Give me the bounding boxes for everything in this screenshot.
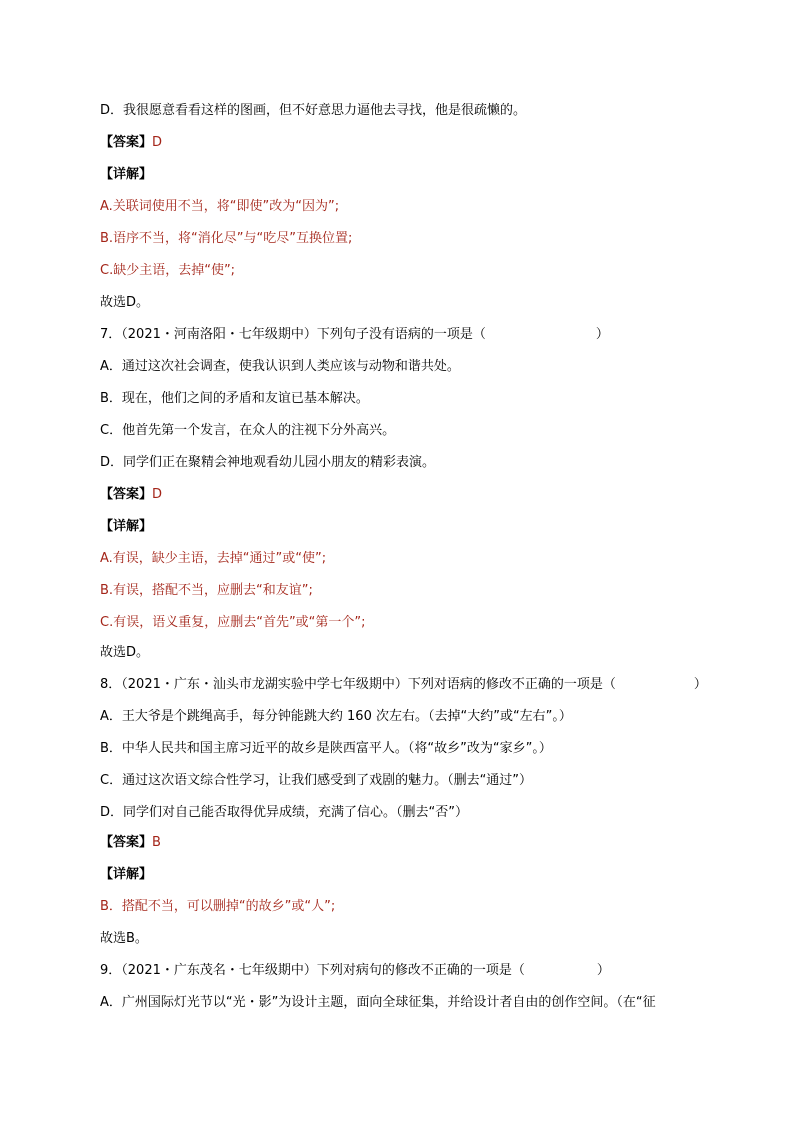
q9-option-a: A．广州国际灯光节以“光・影”为设计主题，面向全球征集，并给设计者自由的创作空间。（在“征 (100, 995, 656, 1010)
question-stem-close: ） (595, 327, 609, 342)
q7-stem-line (100, 326, 609, 344)
answer-value: D (152, 135, 163, 150)
q7-detail-a: A.有误，缺少主语，去掉“通过”或“使”; (100, 551, 327, 566)
q7-detail-c: C.有误，语义重复，应删去“首先”或“第一个”; (100, 615, 366, 630)
q7-option-b: B．现在，他们之间的矛盾和友谊已基本解决。 (100, 391, 369, 406)
q8-conclusion: 故选B。 (100, 931, 148, 946)
answer-tag: 【答案】 (100, 487, 153, 502)
q6-answer-line (100, 134, 162, 152)
q7-conclusion: 故选D。 (100, 645, 150, 660)
answer-tag: 【答案】 (100, 835, 153, 850)
q6-detail-b: B.语序不当，将“消化尽”与“吃尽”互换位置; (100, 231, 353, 246)
q7-option-d: D．同学们正在聚精会神地观看幼儿园小朋友的精彩表演。 (100, 455, 436, 470)
question-source: （2021・广东茂名・七年级期中） (121, 963, 317, 978)
answer-value: D (152, 487, 163, 502)
q8-answer-line (100, 834, 161, 852)
q8-stem-line (100, 676, 707, 694)
detail-tag: 【详解】 (100, 867, 153, 882)
q8-detail-tag (100, 866, 152, 884)
q7-detail-tag (100, 518, 152, 536)
q6-option-d: D．我很愿意看看这样的图画，但不好意思力逼他去寻找，他是很疏懒的。 (100, 103, 527, 118)
answer-tag: 【答案】 (100, 135, 153, 150)
question-source: （2021・广东・汕头市龙湖实验中学七年级期中） (121, 677, 408, 692)
q6-conclusion: 故选D。 (100, 295, 150, 310)
q6-detail-a: A.关联词使用不当，将“即使”改为“因为”; (100, 199, 340, 214)
q7-detail-b: B.有误，搭配不当，应删去“和友谊”; (100, 583, 313, 598)
question-number: 8． (100, 677, 122, 692)
question-source: （2021・河南洛阳・七年级期中） (121, 327, 317, 342)
q7-option-c: C．他首先第一个发言，在众人的注视下分外高兴。 (100, 423, 396, 438)
q8-option-a: A．王大爷是个跳绳高手，每分钟能跳大约 160 次左右。（去掉“大约”或“左右”。） (100, 709, 572, 724)
question-stem-close: ） (596, 963, 610, 978)
q7-answer-line (100, 486, 162, 504)
detail-tag: 【详解】 (100, 167, 153, 182)
q8-option-c: C．通过这次语文综合性学习，让我们感受到了戏剧的魅力。（删去“通过”） (100, 773, 533, 788)
question-stem: 下列对语病的修改不正确的一项是（ (407, 677, 616, 692)
answer-value: B (152, 835, 161, 850)
q8-detail-b: B．搭配不当，可以删掉“的故乡”或“人”; (100, 899, 336, 914)
q6-detail-c: C.缺少主语，去掉“使”; (100, 263, 236, 278)
q6-detail-tag (100, 166, 152, 184)
q7-option-a: A．通过这次社会调查，使我认识到人类应该与动物和谐共处。 (100, 359, 460, 374)
question-number: 9． (100, 963, 122, 978)
question-stem-close: ） (693, 677, 707, 692)
detail-tag: 【详解】 (100, 519, 153, 534)
question-stem: 下列对病句的修改不正确的一项是（ (316, 963, 525, 978)
question-stem: 下列句子没有语病的一项是（ (316, 327, 486, 342)
question-number: 7． (100, 327, 122, 342)
q8-option-b: B．中华人民共和国主席习近平的故乡是陕西富平人。（将“故乡”改为“家乡”。） (100, 741, 552, 756)
q9-stem-line (100, 962, 610, 980)
q8-option-d: D．同学们对自己能否取得优异成绩，充满了信心。（删去“否”） (100, 805, 468, 820)
